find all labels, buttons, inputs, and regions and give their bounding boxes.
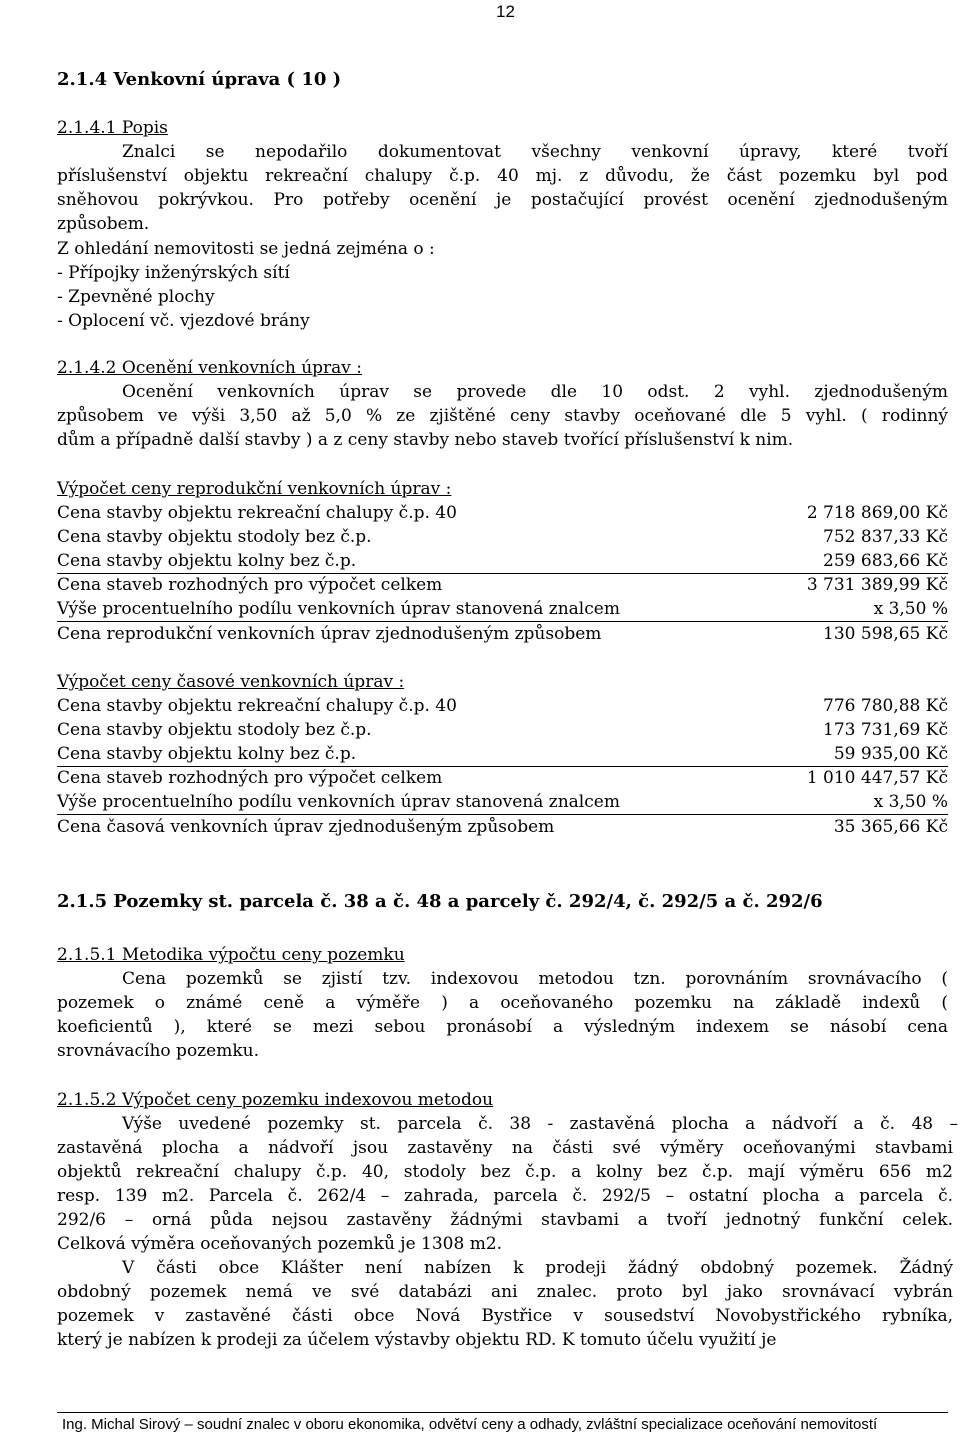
popis-line-3: sněhovou pokrývkou. Pro potřeby ocenění je postačující provést ocenění zjednodušeným: [57, 190, 948, 210]
table-row: [57, 696, 948, 718]
row-label: Cena reprodukční venkovních úprav zjednodušeným způsobem: [57, 624, 602, 644]
footer-text: Ing. Michal Sirový – soudní znalec v oboru ekonomika, odvětví ceny a odhady, zvláštní specializace oceňování nemovitostí: [62, 1416, 878, 1433]
row-label: Cena stavby objektu rekreační chalupy č.p. 40: [57, 503, 457, 523]
table-row: [57, 599, 948, 622]
row-value: x 3,50 %: [873, 792, 948, 812]
table-row: [57, 551, 948, 574]
page-number: 12: [496, 2, 515, 21]
metodika-line-3: koeficientů ), které se mezi sebou pronásobí a výsledným indexem se násobí cena: [57, 1017, 948, 1037]
table-row: [57, 744, 948, 767]
footer-divider: [57, 1412, 948, 1413]
ohledani-text: Z ohledání nemovitosti se jedná zejména o :: [57, 239, 435, 259]
vypocet-line-6: Celková výměra oceňovaných pozemků je 1308 m2.: [57, 1234, 503, 1254]
klaster-line-1: V části obce Klášter není nabízen k prodeji žádný obdobný pozemek. Žádný: [122, 1258, 953, 1278]
casova-title: Výpočet ceny časové venkovních úprav :: [57, 672, 405, 692]
table-row: [57, 792, 948, 815]
row-value: 59 935,00 Kč: [833, 744, 948, 764]
row-label: Cena stavby objektu stodoly bez č.p.: [57, 720, 372, 740]
section-heading-2-1-4: 2.1.4 Venkovní úprava ( 10 ): [57, 69, 342, 90]
table-row: [57, 817, 948, 839]
row-label: Cena staveb rozhodných pro výpočet celkem: [57, 768, 443, 788]
table-row: [57, 768, 948, 790]
subsection-oceneni-title: 2.1.4.2 Ocenění venkovních úprav :: [57, 358, 363, 378]
row-label: Cena časová venkovních úprav zjednodušeným způsobem: [57, 817, 555, 837]
row-value: 173 731,69 Kč: [823, 720, 948, 740]
table-row: [57, 720, 948, 742]
row-label: Cena stavby objektu stodoly bez č.p.: [57, 527, 372, 547]
vypocet-line-3: objektů rekreační chalupy č.p. 40, stodoly bez č.p. a kolny bez č.p. mají výměru 656 m2: [57, 1162, 953, 1182]
row-value: 35 365,66 Kč: [833, 817, 948, 837]
row-label: Cena staveb rozhodných pro výpočet celkem: [57, 575, 443, 595]
popis-line-4: způsobem.: [57, 214, 150, 234]
vypocet-line-5: 292/6 – orná půda nejsou zastavěny žádnými stavbami a tvoří jednotný funkční celek.: [57, 1210, 953, 1230]
row-label: Výše procentuelního podílu venkovních úprav stanovená znalcem: [57, 792, 620, 812]
row-value: 3 731 389,99 Kč: [806, 575, 948, 595]
row-label: Cena stavby objektu rekreační chalupy č.p. 40: [57, 696, 457, 716]
subsection-metodika-title: 2.1.5.1 Metodika výpočtu ceny pozemku: [57, 945, 405, 965]
row-label: Výše procentuelního podílu venkovních úprav stanovená znalcem: [57, 599, 620, 619]
row-value: 752 837,33 Kč: [823, 527, 948, 547]
row-value: 2 718 869,00 Kč: [806, 503, 948, 523]
oceneni-line-1: Ocenění venkovních úprav se provede dle 10 odst. 2 vyhl. zjednodušeným: [122, 382, 948, 402]
list-item: - Zpevněné plochy: [57, 287, 215, 307]
vypocet-line-4: resp. 139 m2. Parcela č. 262/4 – zahrada, parcela č. 292/5 – ostatní plocha a parcela č.: [57, 1186, 953, 1206]
row-value: x 3,50 %: [873, 599, 948, 619]
subsection-popis-title: 2.1.4.1 Popis: [57, 118, 168, 138]
subsection-vypocet-title: 2.1.5.2 Výpočet ceny pozemku indexovou metodou: [57, 1090, 494, 1110]
table-row: [57, 527, 948, 549]
oceneni-line-3: dům a případně další stavby ) a z ceny stavby nebo staveb tvořící příslušenství k nim.: [57, 430, 794, 450]
metodika-line-4: srovnávacího pozemku.: [57, 1041, 259, 1061]
section-heading-2-1-5: 2.1.5 Pozemky st. parcela č. 38 a č. 48 a parcely č. 292/4, č. 292/5 a č. 292/6: [57, 891, 823, 912]
row-value: 259 683,66 Kč: [823, 551, 948, 571]
row-value: 1 010 447,57 Kč: [806, 768, 948, 788]
oceneni-line-2: způsobem ve výši 3,50 až 5,0 % ze zjištěné ceny stavby oceňované dle 5 vyhl. ( rodinný: [57, 406, 948, 426]
popis-line-2: příslušenství objektu rekreační chalupy č.p. 40 mj. z důvodu, že část pozemku byl pod: [57, 166, 948, 186]
popis-line-1: Znalci se nepodařilo dokumentovat všechny venkovní úpravy, které tvoří: [122, 142, 948, 162]
klaster-line-2: obdobný pozemek nemá ve své databázi ani znalec. proto byl jako srovnávací vybrán: [57, 1282, 953, 1302]
klaster-line-3: pozemek v zastavěné části obce Nová Bystřice v sousedství Novobystřického rybníka,: [57, 1306, 953, 1326]
list-item: - Přípojky inženýrských sítí: [57, 263, 290, 283]
metodika-line-1: Cena pozemků se zjistí tzv. indexovou metodou tzn. porovnáním srovnávacího (: [122, 969, 948, 989]
vypocet-line-1: Výše uvedené pozemky st. parcela č. 38 - zastavěná plocha a nádvoří a č. 48 –: [122, 1114, 958, 1134]
row-value: 776 780,88 Kč: [823, 696, 948, 716]
repro-title: Výpočet ceny reprodukční venkovních úprav :: [57, 479, 452, 499]
list-item: - Oplocení vč. vjezdové brány: [57, 311, 310, 331]
metodika-line-2: pozemek o známé ceně a výměře ) a oceňovaného pozemku na základě indexů (: [57, 993, 948, 1013]
table-row: [57, 624, 948, 646]
vypocet-line-2: zastavěná plocha a nádvoří jsou zastavěny na části své výměry oceňovanými stavbami: [57, 1138, 953, 1158]
klaster-line-4: který je nabízen k prodeji za účelem výstavby objektu RD. K tomuto účelu využití je: [57, 1330, 777, 1350]
table-row: [57, 575, 948, 597]
row-label: Cena stavby objektu kolny bez č.p.: [57, 551, 357, 571]
row-label: Cena stavby objektu kolny bez č.p.: [57, 744, 357, 764]
table-row: [57, 503, 948, 525]
row-value: 130 598,65 Kč: [823, 624, 948, 644]
